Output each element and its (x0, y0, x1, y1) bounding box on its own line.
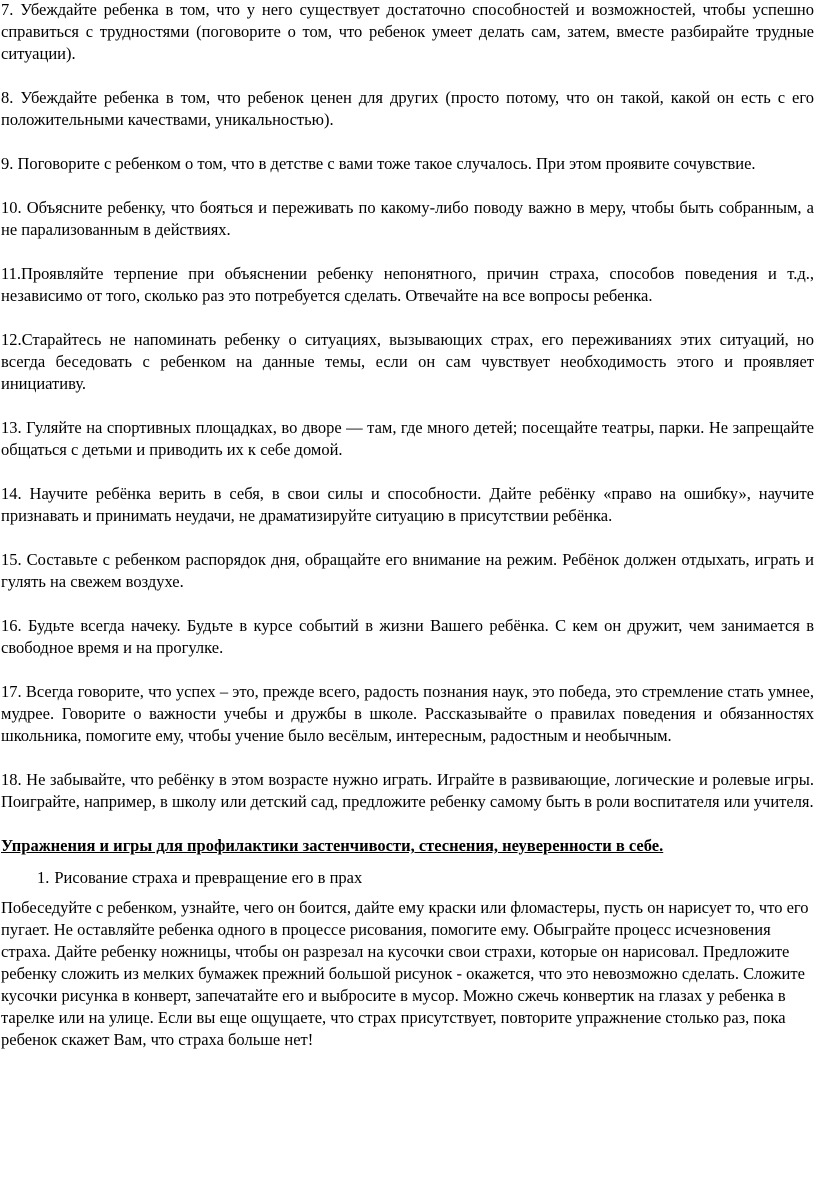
paragraph-15: 15. Составьте с ребенком распорядок дня, обращайте его внимание на режим. Ребёнок должен отдыхать, играть и гулять на свежем воздухе. (1, 550, 814, 591)
list-item-number: 1. (37, 868, 50, 887)
section-heading: Упражнения и игры для профилактики застенчивости, стеснения, неуверенности в себе. (1, 836, 664, 855)
paragraph-8: 8. Убеждайте ребенка в том, что ребенок ценен для других (просто потому, что он такой, какой он есть с его положительными качествами, уникальностью). (1, 88, 814, 129)
list-item-text: Рисование страха и превращение его в прах (54, 868, 363, 887)
paragraph-16: 16. Будьте всегда начеку. Будьте в курсе событий в жизни Вашего ребёнка. С кем он дружит, чем занимается в свободное время и на прогулке. (1, 616, 814, 657)
final-paragraph: Побеседуйте с ребенком, узнайте, чего он боится, дайте ему краски или фломастеры, пусть он нарисует то, что его пугает. Не оставляйте ребенка одного в процессе рисования, помогите ему. Обыграйте процесс исчезновения страха. Дайте ребенку ножницы, чтобы он разрезал на кусочки свои страхи, которые он нарисовал. Предложите ребенку сложить из мелких бумажек прежний большой рисунок - окажется, что это невозможно сделать. Сложите кусочки рисунка в конверт, запечатайте его и выбросите в мусор. Можно сжечь конвертик на глазах у ребенка в тарелке или на улице. Если вы еще ощущаете, что страх присутствует, повторите упражнение столько раз, пока ребенок скажет Вам, что страха больше нет! (1, 898, 809, 1049)
paragraph-9: 9. Поговорите с ребенком о том, что в детстве с вами тоже такое случалось. При этом проявите сочувствие. (1, 154, 756, 173)
paragraph-11: 11.Проявляйте терпение при объяснении ребенку непонятного, причин страха, способов поведения и т.д., независимо от того, сколько раз это потребуется сделать. Отвечайте на все вопросы ребенка. (1, 264, 814, 305)
paragraph-18: 18. Не забывайте, что ребёнку в этом возрасте нужно играть. Играйте в развивающие, логические и ролевые игры. Поиграйте, например, в школу или детский сад, предложите ребенку самому быть в роли воспитателя или учителя. (1, 770, 814, 811)
paragraph-17: 17. Всегда говорите, что успех – это, прежде всего, радость познания наук, это победа, это стремление стать умнее, мудрее. Говорите о важности учебы и дружбы в школе. Рассказывайте о правилах поведения и обязанностях школьника, помогите ему, чтобы учение было весёлым, интересным, радостным и необычным. (1, 682, 814, 745)
paragraph-13: 13. Гуляйте на спортивных площадках, во дворе — там, где много детей; посещайте театры, парки. Не запрещайте общаться с детьми и приводить их к себе домой. (1, 418, 814, 459)
paragraph-10: 10. Объясните ребенку, что бояться и переживать по какому-либо поводу важно в меру, чтобы быть собранным, а не парализованным в действиях. (1, 198, 814, 239)
paragraph-14: 14. Научите ребёнка верить в себя, в свои силы и способности. Дайте ребёнку «право на ошибку», научите признавать и принимать неудачи, не драматизируйте ситуацию в присутствии ребёнка. (1, 484, 814, 525)
paragraph-7: 7. Убеждайте ребенка в том, что у него существует достаточно способностей и возможностей, чтобы успешно справиться с трудностями (поговорите о том, что ребенок умеет делать сам, затем, вместе разбирайте трудные ситуации). (1, 0, 814, 63)
paragraph-12: 12.Старайтесь не напоминать ребенку о ситуациях, вызывающих страх, его переживаниях этих ситуаций, но всегда беседовать с ребенком на данные темы, если он сам чувствует необходимость этого и проявляет инициативу. (1, 330, 814, 393)
list-item (1, 867, 814, 889)
